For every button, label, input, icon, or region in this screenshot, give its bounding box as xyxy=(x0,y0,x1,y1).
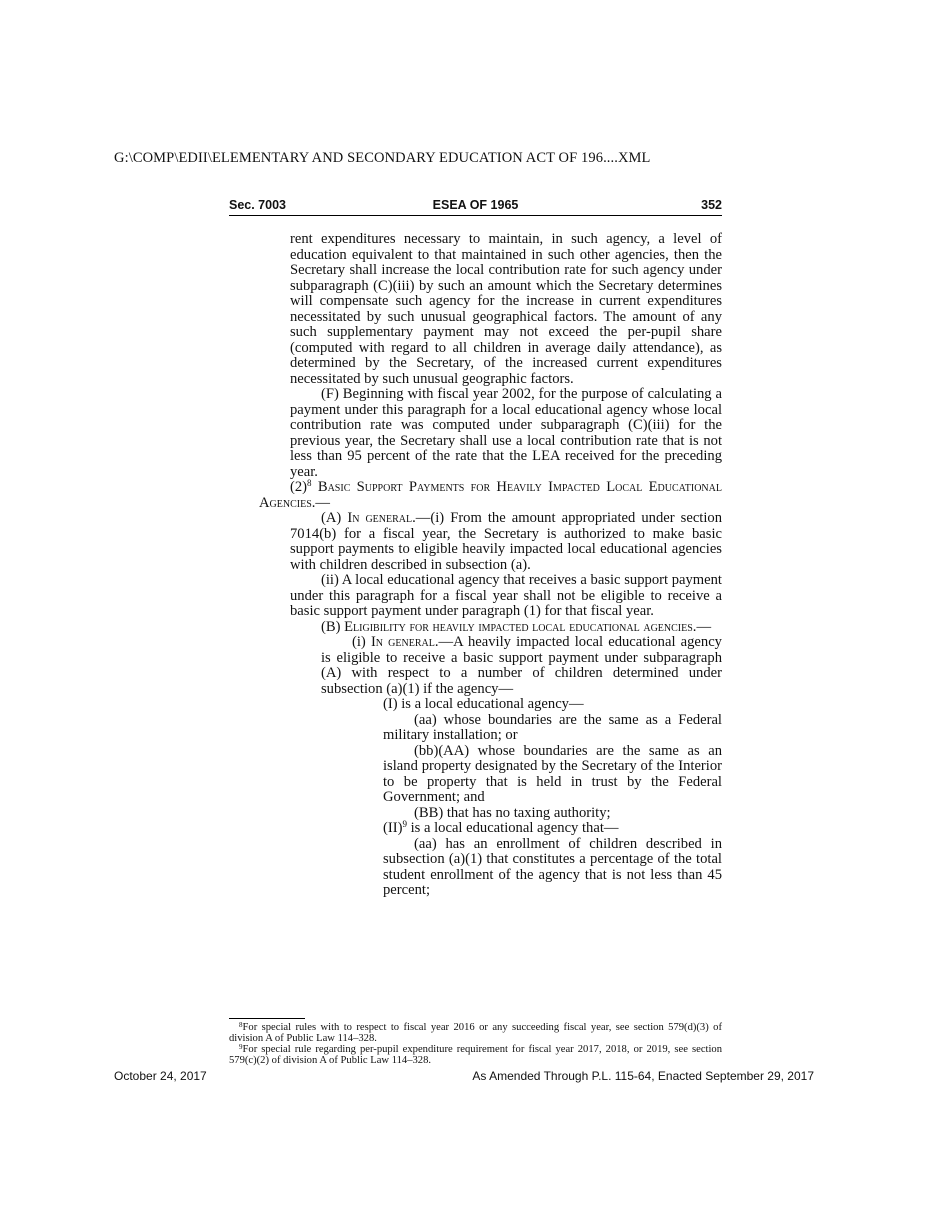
footnote-9-number: 9 xyxy=(239,1043,243,1051)
clause-b-i-number: (i) xyxy=(352,634,366,650)
footer-date: October 24, 2017 xyxy=(114,1069,207,1083)
paragraph-f: (F) Beginning with fiscal year 2002, for the purpose of calculating a payment under this paragraph for a local educational agency whose local contribution rate was computed under subparagraph (C)(iii) for the previous year, the Secretary shall use a local contribution rate that is not less than 95 percent of the rate that the LEA received for the preceding year. xyxy=(290,386,722,480)
footnote-ref-9: 9 xyxy=(402,819,407,829)
footnote-rule xyxy=(229,1018,305,1019)
clause-b-i-heading: In general. xyxy=(370,634,439,650)
clause-b-i xyxy=(259,635,722,697)
clause-a-ii: (ii) A local educational agency that receives a basic support payment under this paragraph for a fiscal year shall not be eligible to receive a basic support payment under paragraph (1) for that fiscal year. xyxy=(290,572,722,619)
paragraph-2-number: (2) xyxy=(290,479,308,495)
item-aa: (aa) whose boundaries are the same as a Federal military installation; or xyxy=(383,711,722,743)
footnotes xyxy=(229,1022,722,1066)
paragraph-2-heading xyxy=(259,480,722,511)
subclause-ii-number: (II) xyxy=(383,820,403,836)
subparagraph-a-number: (A) xyxy=(321,510,342,526)
subparagraph-a-heading: In general. xyxy=(347,510,416,526)
subparagraph-b-title: Eligibility for heavily impacted local educational agencies.— xyxy=(344,618,712,635)
footnote-9-text: For special rule regarding per-pupil expenditure requirement for fiscal year 2017, 2018, or 2019, see section 579(c)(2) of division A of Public Law 114–328. xyxy=(229,1044,722,1066)
footnote-8-number: 8 xyxy=(239,1021,243,1029)
footnote-8 xyxy=(229,1022,722,1044)
subparagraph-a-text: —(i) From the amount appropriated under section 7014(b) for a fiscal year, the Secretary is authorized to make basic support payments to eligible heavily impacted local educational agencies with children described in subsection (a). xyxy=(290,510,723,573)
clause-b-i-text: —A heavily impacted local educational agency is eligible to receive a basic support payment under subparagraph (A) with respect to a number of children determined under subsection (a)(1) if the agency— xyxy=(321,634,722,697)
subparagraph-a xyxy=(259,511,722,573)
item-bb-aa: (bb)(AA) whose boundaries are the same as an island property designated by the Secretary of the Interior to be property that is held in trust by the Federal Government; and xyxy=(383,742,722,805)
subparagraph-b-number: (B) xyxy=(321,618,341,635)
item-bb: (BB) that has no taxing authority; xyxy=(414,804,611,821)
subclause-ii xyxy=(259,821,722,837)
footnote-8-text: For special rules with to respect to fiscal year 2016 or any succeeding fiscal year, see section 579(d)(3) of division A of Public Law 114–328. xyxy=(229,1022,722,1044)
footer-amended-through: As Amended Through P.L. 115-64, Enacted September 29, 2017 xyxy=(472,1069,814,1083)
paragraph-e-continued: rent expenditures necessary to maintain, in such agency, a level of education equivalent to that maintained in such other agencies, then the Secretary shall increase the local contribution rate for such agency under subparagraph (C)(iii) by such an amount which the Secretary determines will compensate such agency for the increase in current expenditures necessitated by such unusual geographical factors. The amount of any such supplementary payment may not exceed the per-pupil share (computed with regard to all children in average daily attendance), as determined by the Secretary, of the increased current expenditures necessitated by such unusual geographic factors. xyxy=(290,231,722,387)
paragraph-2-title: Basic Support Payments for Heavily Impacted Local Educational Agencies.— xyxy=(259,479,722,511)
footnote-ref-8: 8 xyxy=(307,478,312,488)
statute-body xyxy=(259,232,722,899)
section-number: Sec. 7003 xyxy=(229,198,286,212)
page-number: 352 xyxy=(701,198,722,212)
subparagraph-b-heading xyxy=(259,620,722,636)
subclause-i: (I) is a local educational agency— xyxy=(383,696,584,712)
file-path: G:\COMP\EDII\ELEMENTARY AND SECONDARY EDUCATION ACT OF 196....XML xyxy=(114,150,651,166)
subclause-ii-text: is a local educational agency that— xyxy=(406,820,619,836)
act-title: ESEA OF 1965 xyxy=(432,198,519,212)
item-ii-aa: (aa) has an enrollment of children described in subsection (a)(1) that constitutes a percentage of the total student enrollment of the agency that is not less than 45 percent; xyxy=(383,835,722,898)
running-head xyxy=(229,197,722,216)
footnote-9 xyxy=(229,1044,722,1066)
